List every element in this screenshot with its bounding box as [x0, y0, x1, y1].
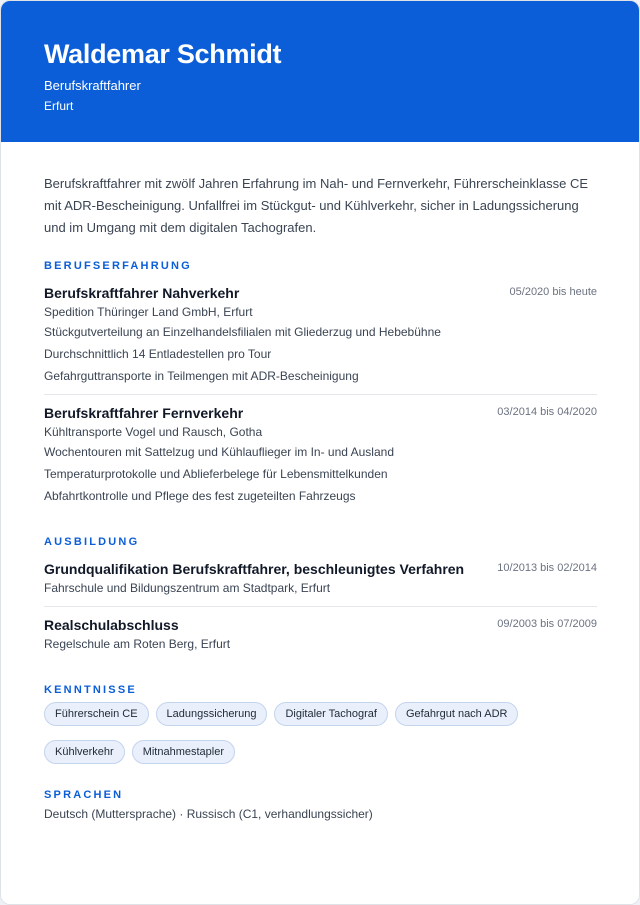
entry-divider [44, 394, 597, 395]
job-entry [44, 284, 597, 384]
education-title: Grundqualifikation Berufskraftfahrer, beschleunigtes Verfahren [44, 561, 465, 577]
job-bullet: Wochentouren mit Sattelzug und Kühlauflieger im In- und Ausland [44, 445, 394, 459]
education-school: Fahrschule und Bildungszentrum am Stadtpark, Erfurt [44, 581, 331, 595]
education-heading: AUSBILDUNG [44, 536, 140, 548]
job-title: Berufskraftfahrer Nahverkehr [44, 285, 240, 301]
skill-chip: Führerschein CE [44, 702, 149, 726]
job-bullet: Durchschnittlich 14 Entladestellen pro Tour [44, 347, 272, 361]
job-employer: Kühltransporte Vogel und Rausch, Gotha [44, 425, 263, 439]
skill-chip: Kühlverkehr [44, 740, 125, 764]
profile-summary: Berufskraftfahrer mit zwölf Jahren Erfahrung im Nah- und Fernverkehr, Führerscheinklasse CE mit ADR-Bescheinigung. Unfallfrei im Stückgut- und Kühlverkehr, sicher in Ladungssicherung und im Umgang mit dem digitalen Tachografen. [44, 176, 589, 235]
entry-divider [44, 606, 597, 607]
candidate-role: Berufskraftfahrer [44, 78, 141, 93]
job-title: Berufskraftfahrer Fernverkehr [44, 405, 244, 421]
languages-heading: SPRACHEN [44, 789, 124, 801]
job-bullet: Gefahrguttransporte in Teilmengen mit ADR-Bescheinigung [44, 369, 359, 383]
skills-list [44, 702, 604, 764]
education-entry [44, 560, 597, 596]
resume-header [1, 1, 639, 142]
skill-chip: Ladungssicherung [156, 702, 268, 726]
education-title: Realschulabschluss [44, 617, 179, 633]
job-bullet: Stückgutverteilung an Einzelhandelsfilialen mit Gliederzug und Hebebühne [44, 325, 441, 339]
skills-heading: KENNTNISSE [44, 684, 137, 696]
skill-chip: Mitnahmestapler [132, 740, 235, 764]
job-bullet: Abfahrtkontrolle und Pflege des fest zugeteilten Fahrzeugs [44, 489, 356, 503]
job-date: 05/2020 bis heute [509, 286, 597, 298]
skill-chip: Digitaler Tachograf [274, 702, 388, 726]
languages-text: Deutsch (Muttersprache) · Russisch (C1, verhandlungssicher) [44, 807, 373, 821]
candidate-city: Erfurt [44, 99, 74, 113]
education-date: 10/2013 bis 02/2014 [497, 562, 597, 574]
education-date: 09/2003 bis 07/2009 [497, 618, 597, 630]
job-bullet: Temperaturprotokolle und Ablieferbelege für Lebensmittelkunden [44, 467, 388, 481]
job-entry [44, 404, 597, 504]
resume-content [1, 173, 639, 821]
job-employer: Spedition Thüringer Land GmbH, Erfurt [44, 305, 253, 319]
job-date: 03/2014 bis 04/2020 [497, 406, 597, 418]
education-school: Regelschule am Roten Berg, Erfurt [44, 637, 231, 651]
experience-heading: BERUFSERFAHRUNG [44, 260, 192, 272]
candidate-name: Waldemar Schmidt [44, 39, 282, 69]
education-entry [44, 616, 597, 652]
skill-chip: Gefahrgut nach ADR [395, 702, 519, 726]
